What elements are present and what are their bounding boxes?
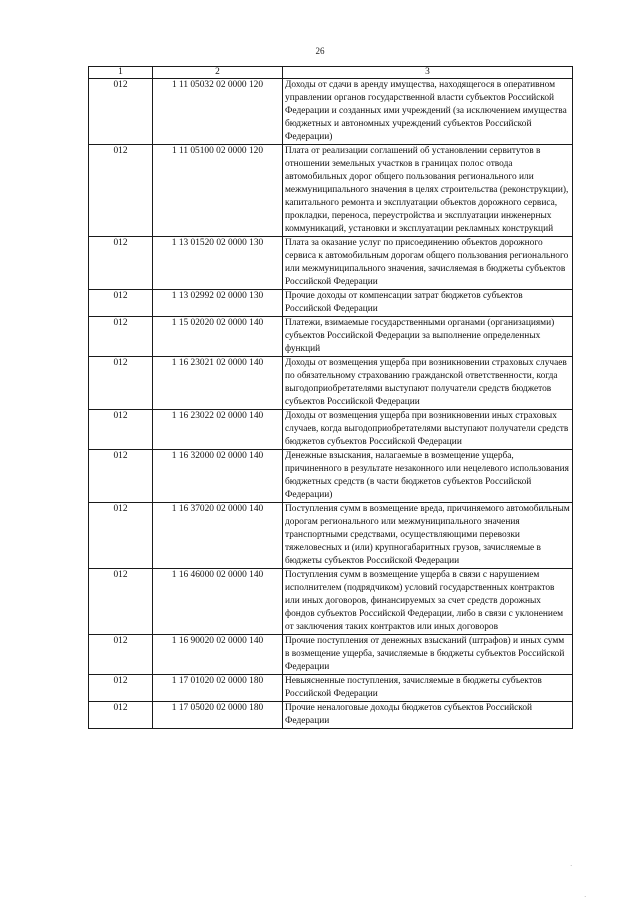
- row-revenue-code: 1 16 90020 02 0000 140: [153, 635, 283, 675]
- row-admin-code: 012: [89, 410, 153, 450]
- table-row: [89, 675, 573, 702]
- row-admin-code: 012: [89, 503, 153, 569]
- page-number: 26: [315, 46, 325, 56]
- table-row: [89, 702, 573, 729]
- row-revenue-code: 1 11 05032 02 0000 120: [153, 79, 283, 145]
- header-col-3: 3: [283, 67, 573, 79]
- header-col-1: 1: [89, 67, 153, 79]
- table-row: [89, 290, 573, 317]
- row-revenue-name: Прочие неналоговые доходы бюджетов субъектов Российской Федерации: [283, 702, 573, 729]
- row-admin-code: 012: [89, 237, 153, 290]
- row-admin-code: 012: [89, 569, 153, 635]
- table-row: [89, 503, 573, 569]
- scan-artifact-mark: ·: [570, 862, 573, 870]
- row-admin-code: 012: [89, 317, 153, 357]
- table-row: [89, 237, 573, 290]
- table-row: [89, 450, 573, 503]
- row-revenue-name: Плата за оказание услуг по присоединению объектов дорожного сервиса к автомобильным дорогам общего пользования регионального или межмуниципального значения, зачисляемая в бюджеты субъектов Российской Федерации: [283, 237, 573, 290]
- row-revenue-code: 1 16 32000 02 0000 140: [153, 450, 283, 503]
- row-revenue-code: 1 16 37020 02 0000 140: [153, 503, 283, 569]
- row-admin-code: 012: [89, 450, 153, 503]
- revenue-codes-table: [88, 66, 573, 729]
- table-row: [89, 317, 573, 357]
- scan-artifact-mark: ·: [584, 893, 587, 901]
- table-row: [89, 635, 573, 675]
- row-admin-code: 012: [89, 79, 153, 145]
- row-revenue-name: Прочие поступления от денежных взысканий (штрафов) и иных сумм в возмещение ущерба, зачисляемые в бюджеты субъектов Российской Федерации: [283, 635, 573, 675]
- row-revenue-code: 1 16 23021 02 0000 140: [153, 357, 283, 410]
- header-col-2: 2: [153, 67, 283, 79]
- row-admin-code: 012: [89, 290, 153, 317]
- row-admin-code: 012: [89, 675, 153, 702]
- table-row: [89, 410, 573, 450]
- row-revenue-name: Доходы от возмещения ущерба при возникновении иных страховых случаев, когда выгодоприобретателями выступают получатели средств бюджетов субъектов Российской Федерации: [283, 410, 573, 450]
- row-admin-code: 012: [89, 635, 153, 675]
- row-revenue-code: 1 16 23022 02 0000 140: [153, 410, 283, 450]
- row-revenue-code: 1 15 02020 02 0000 140: [153, 317, 283, 357]
- row-revenue-name: Платежи, взимаемые государственными органами (организациями) субъектов Российской Федерации за выполнение определенных функций: [283, 317, 573, 357]
- row-revenue-code: 1 16 46000 02 0000 140: [153, 569, 283, 635]
- row-revenue-code: 1 13 01520 02 0000 130: [153, 237, 283, 290]
- row-admin-code: 012: [89, 145, 153, 237]
- row-revenue-code: 1 11 05100 02 0000 120: [153, 145, 283, 237]
- row-revenue-name: Доходы от сдачи в аренду имущества, находящегося в оперативном управлении органов государственной власти субъектов Российской Федерации и созданных ими учреждений (за исключением имущества бюджетных и автономных учреждений субъектов Российской Федерации): [283, 79, 573, 145]
- table-row: [89, 79, 573, 145]
- table-row: [89, 145, 573, 237]
- row-revenue-code: 1 17 05020 02 0000 180: [153, 702, 283, 729]
- row-revenue-name: Плата от реализации соглашений об установлении сервитутов в отношении земельных участков в границах полос отвода автомобильных дорог общего пользования регионального или межмуниципального значения в целях строительства (реконструкции), капитального ремонта и эксплуатации объектов дорожного сервиса, прокладки, переноса, переустройства и эксплуатации инженерных коммуникаций, установки и эксплуатации рекламных конструкций: [283, 145, 573, 237]
- row-revenue-name: Невыясненные поступления, зачисляемые в бюджеты субъектов Российской Федерации: [283, 675, 573, 702]
- row-revenue-name: Прочие доходы от компенсации затрат бюджетов субъектов Российской Федерации: [283, 290, 573, 317]
- row-revenue-code: 1 13 02992 02 0000 130: [153, 290, 283, 317]
- table-header-row: [89, 67, 573, 79]
- row-revenue-name: Доходы от возмещения ущерба при возникновении страховых случаев по обязательному страхованию гражданской ответственности, когда выгодоприобретателями выступают получатели средств бюджетов субъектов Российской Федерации: [283, 357, 573, 410]
- row-revenue-name: Поступления сумм в возмещение вреда, причиняемого автомобильным дорогам регионального или межмуниципального значения транспортными средствами, осуществляющими перевозки тяжеловесных и (или) крупногабаритных грузов, зачисляемые в бюджеты субъектов Российской Федерации: [283, 503, 573, 569]
- table-row: [89, 357, 573, 410]
- row-revenue-code: 1 17 01020 02 0000 180: [153, 675, 283, 702]
- row-admin-code: 012: [89, 702, 153, 729]
- row-revenue-name: Денежные взыскания, налагаемые в возмещение ущерба, причиненного в результате незаконного или нецелевого использования бюджетных средств (в части бюджетов субъектов Российской Федерации): [283, 450, 573, 503]
- table-row: [89, 569, 573, 635]
- row-admin-code: 012: [89, 357, 153, 410]
- row-revenue-name: Поступления сумм в возмещение ущерба в связи с нарушением исполнителем (подрядчиком) условий государственных контрактов или иных договоров, финансируемых за счет средств дорожных фондов субъектов Российской Федерации, либо в связи с уклонением от заключения таких контрактов или иных договоров: [283, 569, 573, 635]
